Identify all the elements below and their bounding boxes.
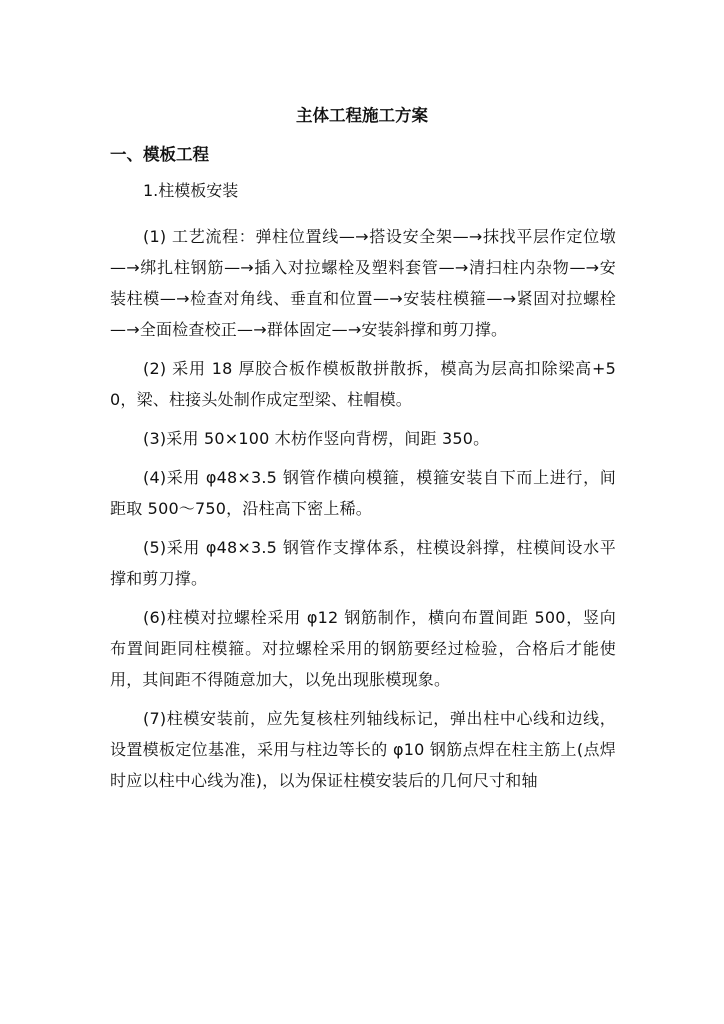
section-heading: 一、模板工程	[110, 145, 209, 164]
paragraph-1: (1) 工艺流程：弹柱位置线—→搭设安全架—→抹找平层作定位墩—→绑扎柱钢筋—→插入对拉螺栓及塑料套管—→清扫柱内杂物—→安装柱模—→检查对角线、垂直和位置—→安装柱模箍—→紧固对拉螺栓—→全面检查校正—→群体固定—→安装斜撑和剪刀撑。	[110, 227, 616, 339]
paragraph-3: (3)采用 50×100 木枋作竖向背楞，间距 350。	[143, 429, 490, 448]
paragraph-7: (7)柱模安装前，应先复核柱列轴线标记，弹出柱中心线和边线，设置模板定位基准，采用与柱边等长的 φ10 钢筋点焊在柱主筋上(点焊时应以柱中心线为准)，以为保证柱模安装后的几何尺寸和轴	[110, 709, 616, 790]
page-title: 主体工程施工方案	[296, 106, 428, 125]
document-body	[110, 221, 616, 804]
paragraph-5: (5)采用 φ48×3.5 钢管作支撑体系，柱模设斜撑，柱模间设水平撑和剪刀撑。	[110, 538, 616, 588]
paragraph-2: (2) 采用 18 厚胶合板作模板散拼散拆，模高为层高扣除梁高+50，梁、柱接头处制作成定型梁、柱帽模。	[110, 359, 616, 409]
paragraph-4: (4)采用 φ48×3.5 钢管作横向模箍，模箍安装自下而上进行，间距取 500～750，沿柱高下密上稀。	[110, 468, 616, 518]
paragraph-6: (6)柱模对拉螺栓采用 φ12 钢筋制作，横向布置间距 500，竖向布置间距同柱模箍。对拉螺栓采用的钢筋要经过检验，合格后才能使用，其间距不得随意加大，以免出现胀模现象。	[110, 608, 616, 689]
subsection-heading: 1.柱模板安装	[143, 181, 239, 200]
